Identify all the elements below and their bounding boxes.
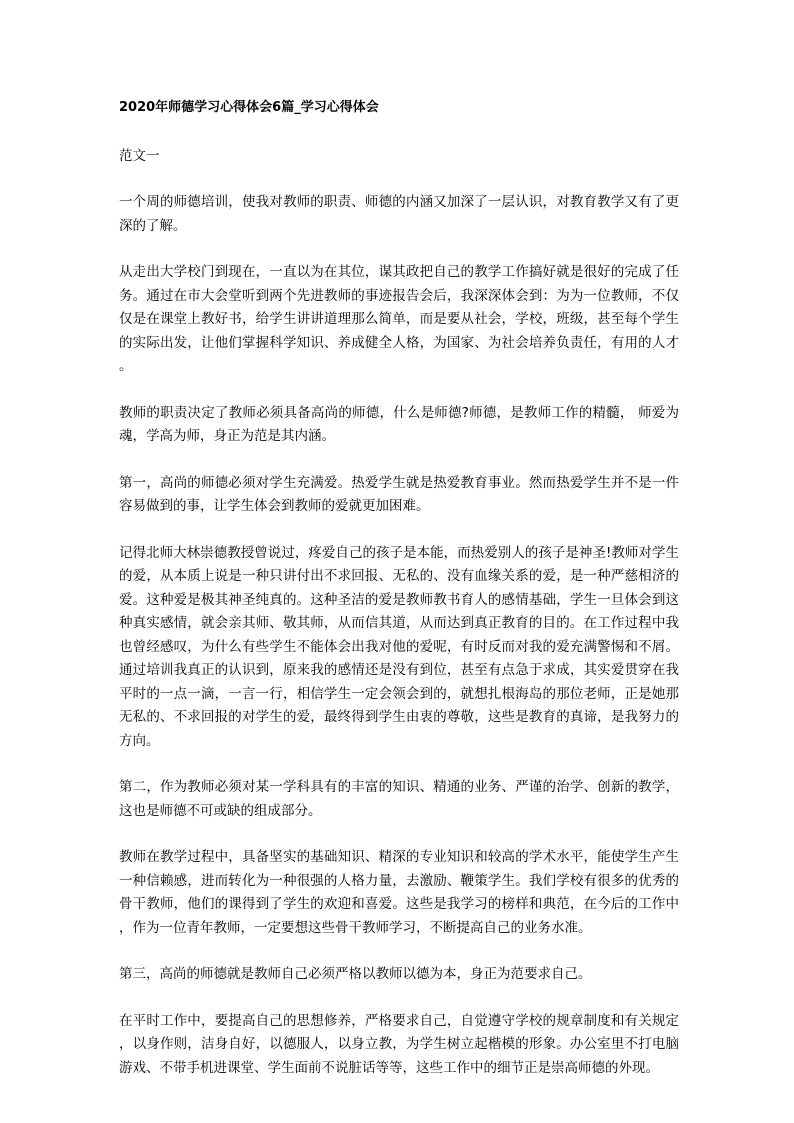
paragraph-9: 在平时工作中，要提高自己的思想修养，严格要求自己，自觉遵守学校的规章制度和有关规定，以身作则，洁身自好，以德服人，以身立教，为学生树立起楷模的形象。办公室里不打电脑游戏、不带手机进课堂、学生面前不说脏话等等，这些工作中的细节正是崇高师德的外现。 (119, 1012, 679, 1076)
paragraph-8: 第三，高尚的师德就是教师自己必须严格以教师以德为本，身正为范要求自己。 (119, 966, 592, 982)
paragraph-4: 第一，高尚的师德必须对学生充满爱。热爱学生就是热爱教育事业。然而热爱学生并不是一件容易做到的事，让学生体会到教师的爱就更加困难。 (119, 474, 679, 514)
paragraph-1: 一个周的师德培训，使我对教师的职责、师德的内涵又加深了一层认识，对教育教学又有了更深的了解。 (119, 194, 679, 234)
section-heading: 范文一 (119, 148, 160, 164)
paragraph-2: 从走出大学校门到现在，一直以为在其位，谋其政把自己的教学工作搞好就是很好的完成了任务。通过在市大会堂听到两个先进教师的事迹报告会后，我深深体会到：为为一位教师，不仅仅是在课堂上教好书，给学生讲讲道理那么简单，而是要从社会，学校，班级，甚至每个学生的实际出发，让他们掌握科学知识、养成健全人格，为国家、为社会培养负责任，有用的人才。 (119, 264, 679, 374)
paragraph-7: 教师在教学过程中，具备坚实的基础知识、精深的专业知识和较高的学术水平，能使学生产生一种信赖感，进而转化为一种很强的人格力量，去激励、鞭策学生。我们学校有很多的优秀的骨干教师，他们的课得到了学生的欢迎和喜爱。这些是我学习的榜样和典范，在今后的工作中，作为一位青年教师，一定要想这些骨干教师学习，不断提高自己的业务水准。 (119, 849, 679, 936)
document-page (119, 96, 679, 1103)
paragraph-6: 第二，作为教师必须对某一学科具有的丰富的知识、精通的业务、严谨的治学、创新的教学，这也是师德不可或缺的组成部分。 (119, 779, 679, 819)
document-title: 2020年师德学习心得体会6篇_学习心得体会 (119, 100, 379, 115)
paragraph-3: 教师的职责决定了教师必须具备高尚的师德，什么是师德?师德，是教师工作的精髓， 师爱为魂，学高为师，身正为范是其内涵。 (119, 404, 679, 444)
paragraph-5: 记得北师大林崇德教授曾说过，疼爱自己的孩子是本能，而热爱别人的孩子是神圣!教师对学生的爱，从本质上说是一种只讲付出不求回报、无私的、没有血缘关系的爱，是一种严慈相济的爱。这种爱是极其神圣纯真的。这种圣洁的爱是教师教书育人的感情基础，学生一旦体会到这种真实感情，就会亲其师、敬其师，从而信其道，从而达到真正教育的目的。在工作过程中我也曾经感叹，为什么有些学生不能体会出我对他的爱呢，有时反而对我的爱充满警惕和不屑。通过培训我真正的认识到，原来我的感情还是没有到位，甚至有点急于求成，其实爱贯穿在我平时的一点一滴，一言一行，相信学生一定会领会到的，就想扎根海岛的那位老师，正是她那无私的、不求回报的对学生的爱，最终得到学生由衷的尊敬，这些是教育的真谛，是我努力的方向。 (119, 544, 679, 749)
